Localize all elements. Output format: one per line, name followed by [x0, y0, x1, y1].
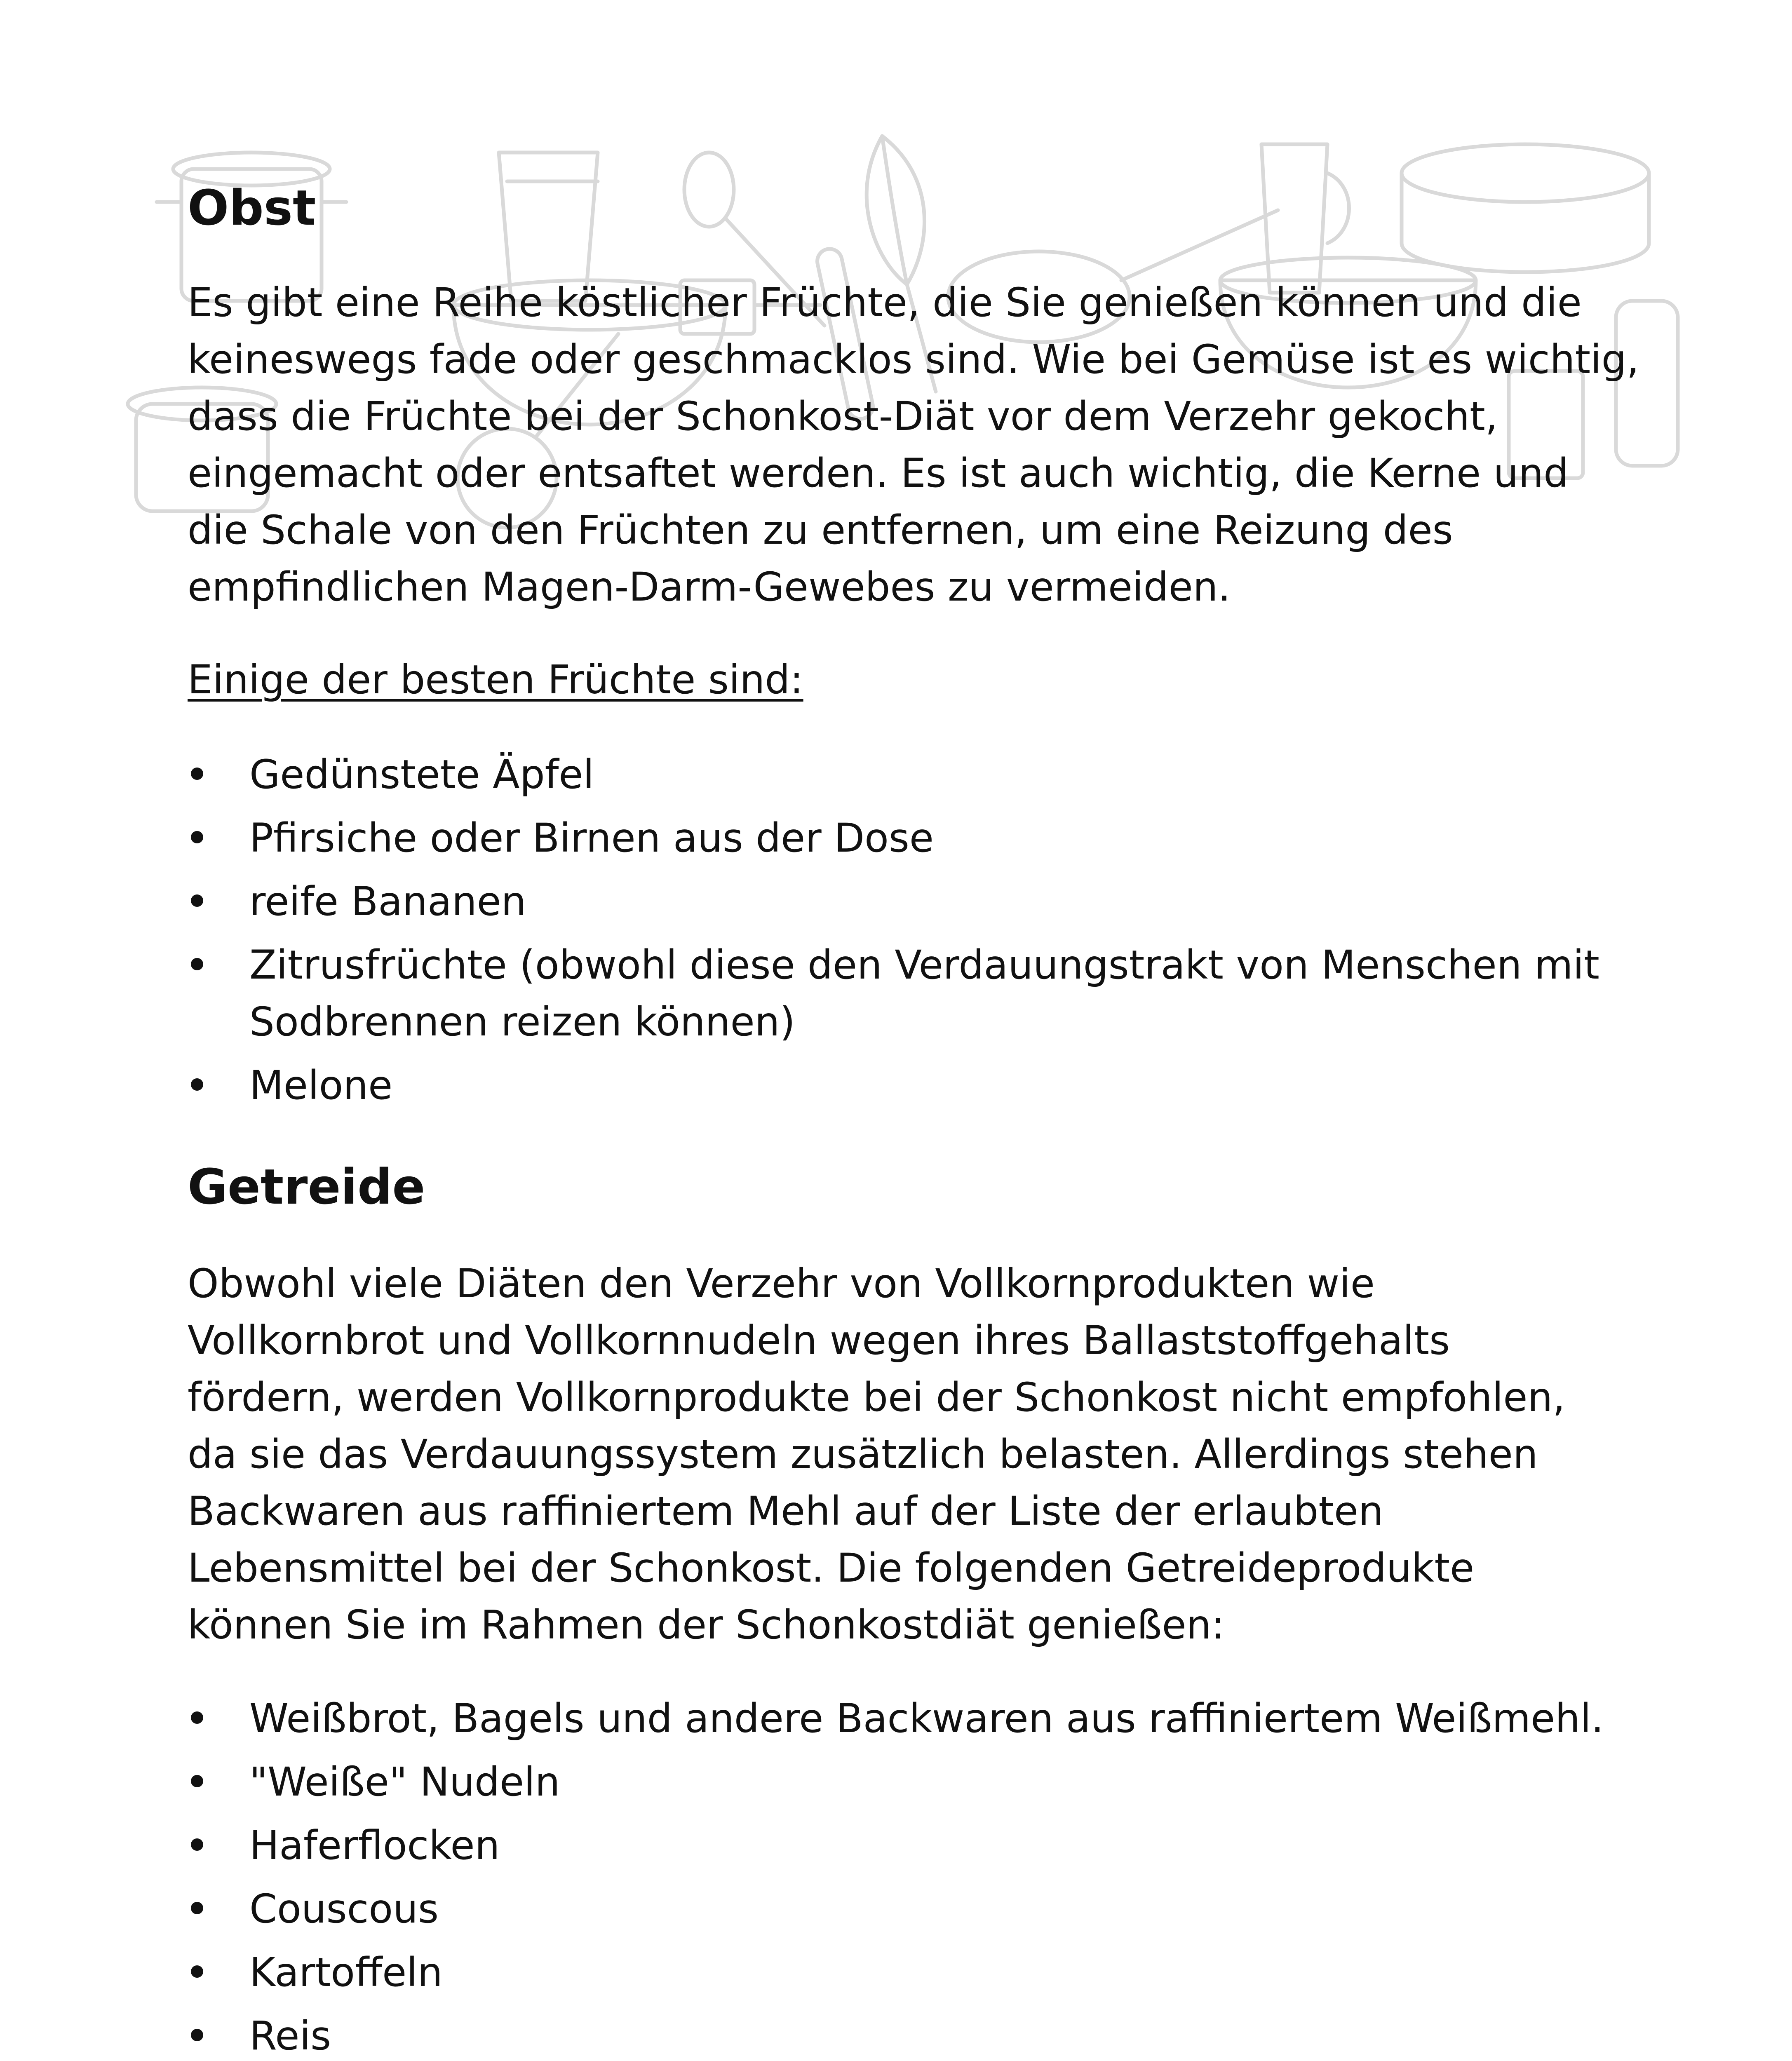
- list-item-text: Gedünstete Äpfel: [249, 751, 594, 798]
- list-item: [188, 746, 1599, 803]
- list-item: [188, 810, 1599, 866]
- bullet-icon: [191, 1902, 203, 1914]
- list-item-text: "Weiße" Nudeln: [249, 1759, 560, 1805]
- paragraph-line: die Schale von den Früchten zu entfernen, um eine Reizung des: [188, 507, 1453, 553]
- bullet-icon: [191, 768, 203, 780]
- paragraph-line: keineswegs fade oder geschmacklos sind. Wie bei Gemüse ist es wichtig,: [188, 336, 1639, 383]
- grain-list: [188, 1690, 1604, 2061]
- list-item-text: reife Bananen: [249, 878, 526, 925]
- paragraph-line: Backwaren aus raffiniertem Mehl auf der Liste der erlaubten: [188, 1488, 1383, 1534]
- section-heading-getreide: Getreide: [188, 1158, 425, 1215]
- list-item: [188, 873, 1599, 930]
- getreide-paragraph: [188, 1255, 1647, 1653]
- list-item: [188, 1944, 1604, 2001]
- cake-tin-icon: [1402, 144, 1649, 272]
- list-item-text: Kartoffeln: [249, 1949, 443, 1995]
- bullet-icon: [191, 1965, 203, 1978]
- paragraph-line: da sie das Verdauungssystem zusätzlich belasten. Allerdings stehen: [188, 1431, 1538, 1477]
- list-item-text: Couscous: [249, 1886, 439, 1932]
- bullet-icon: [191, 2029, 203, 2041]
- bullet-icon: [191, 894, 203, 907]
- list-item: [188, 2007, 1604, 2061]
- list-item: [188, 1690, 1604, 1747]
- paragraph-line: Es gibt eine Reihe köstlicher Früchte, die Sie genießen können und die: [188, 279, 1582, 326]
- jug-icon: [1261, 144, 1349, 293]
- fruit-list-intro: Einige der besten Früchte sind:: [188, 657, 803, 703]
- paragraph-line: Obwohl viele Diäten den Verzehr von Vollkornprodukten wie: [188, 1261, 1375, 1307]
- list-item-text: Zitrusfrüchte (obwohl diese den Verdauungstrakt von Menschen mit: [249, 942, 1599, 988]
- paragraph-line: Lebensmittel bei der Schonkost. Die folgenden Getreideprodukte: [188, 1545, 1475, 1591]
- paragraph-line: fördern, werden Vollkornprodukte bei der Schonkost nicht empfohlen,: [188, 1374, 1565, 1420]
- list-item-text: Sodbrennen reizen können): [249, 999, 795, 1045]
- bullet-icon: [191, 1078, 203, 1091]
- paragraph-line: empfindlichen Magen-Darm-Gewebes zu vermeiden.: [188, 564, 1231, 610]
- list-item: [188, 1880, 1604, 1937]
- list-item: [188, 1057, 1599, 1114]
- paragraph-line: Vollkornbrot und Vollkornnudeln wegen ihres Ballaststoffgehalts: [188, 1317, 1450, 1364]
- list-item: [188, 1817, 1604, 1874]
- bullet-icon: [191, 958, 203, 970]
- list-item: [188, 937, 1599, 1050]
- section-heading-obst: Obst: [188, 179, 316, 236]
- list-item-text: Haferflocken: [249, 1822, 500, 1869]
- obst-paragraph: [188, 274, 1647, 615]
- list-item: [188, 1753, 1604, 1810]
- bullet-icon: [191, 1711, 203, 1724]
- bullet-icon: [191, 831, 203, 843]
- fruit-list: [188, 746, 1599, 1120]
- list-item-text: Reis: [249, 2013, 331, 2059]
- list-item-text: Weißbrot, Bagels und andere Backwaren aus raffiniertem Weißmehl.: [249, 1695, 1604, 1742]
- list-item-text: Pfirsiche oder Birnen aus der Dose: [249, 815, 934, 861]
- bullet-icon: [191, 1775, 203, 1787]
- list-item-text: Melone: [249, 1062, 393, 1108]
- paragraph-line: eingemacht oder entsaftet werden. Es ist auch wichtig, die Kerne und: [188, 450, 1569, 496]
- paragraph-line: können Sie im Rahmen der Schonkostdiät genießen:: [188, 1602, 1225, 1648]
- bullet-icon: [191, 1838, 203, 1851]
- paragraph-line: dass die Früchte bei der Schonkost-Diät vor dem Verzehr gekocht,: [188, 393, 1498, 439]
